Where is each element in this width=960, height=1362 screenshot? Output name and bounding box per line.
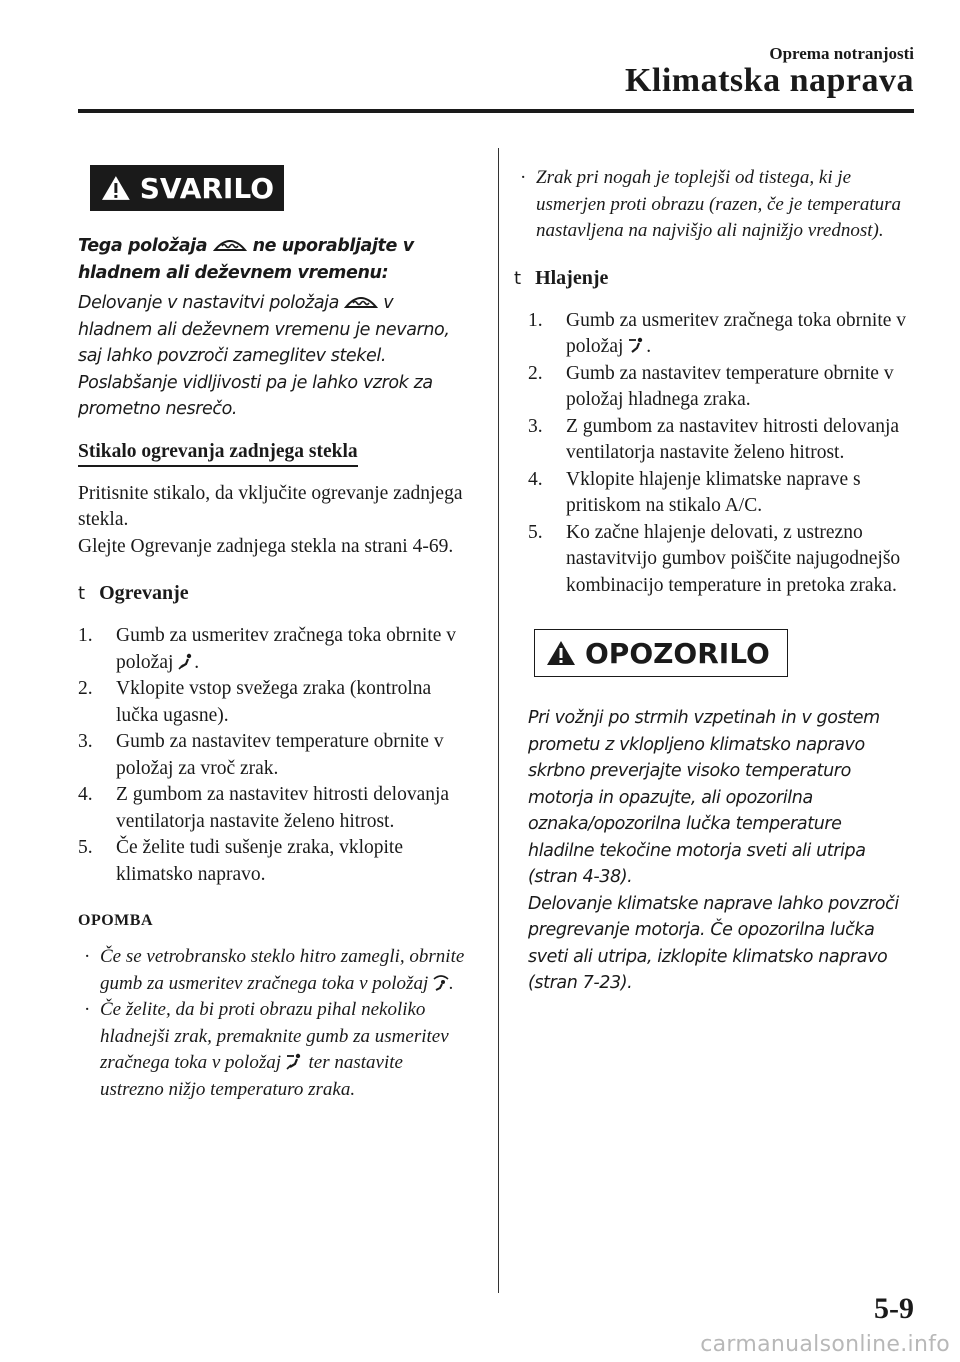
warning-lead-text: ne uporabljajte v <box>252 236 414 256</box>
bullet-text: ter nastavite ustrezno nižjo temperaturo zraka. <box>100 1052 403 1100</box>
step-text: Gumb za usmeritev zračnega toka obrnite v položaj <box>566 309 907 357</box>
cooling-heading <box>514 267 914 290</box>
note-bullets <box>78 944 468 1103</box>
right-column <box>514 165 914 997</box>
face-floor-airflow-icon <box>286 1053 304 1071</box>
list-item <box>528 467 914 520</box>
step-number: 3. <box>528 415 543 437</box>
warning-body <box>78 290 468 423</box>
step-number: 2. <box>78 678 93 699</box>
note-bullets-continued <box>514 165 914 245</box>
warning-triangle-icon <box>545 639 577 667</box>
step-text: Gumb za nastavitev temperature obrnite v položaj hladnega zraka. <box>566 362 894 410</box>
list-item <box>78 782 468 835</box>
cooling-steps <box>528 308 914 600</box>
step-text: Gumb za nastavitev temperature obrnite v položaj za vroč zrak. <box>116 731 444 779</box>
warning-triangle-icon <box>100 174 132 202</box>
step-number: 2. <box>528 362 543 384</box>
warning-lead-text: Tega položaja <box>78 236 208 256</box>
list-item <box>78 835 468 888</box>
bullet-text: Če se vetrobransko steklo hitro zamegli, obrnite gumb za usmeritev zračnega toka v položaj <box>100 946 465 994</box>
page-number: 5-9 <box>874 1292 914 1325</box>
list-item <box>78 997 468 1103</box>
bullet-text: Zrak pri nogah je toplejši od tistega, ki je usmerjen proti obrazu (razen, če je temperatura nastavljena na najvišjo ali najnižjo vrednost). <box>536 167 901 241</box>
warning-lead-text: hladnem ali deževnem vremenu: <box>78 262 389 283</box>
step-number: 5. <box>78 837 93 858</box>
warning-body-text: hladnem ali deževnem vremenu je nevarno, saj lahko povzroči zameglitev stekel. Poslabšanje vidljivosti pa je lahko vzrok za prometno nesrečo. <box>78 319 450 419</box>
bullet-text: . <box>448 972 454 994</box>
step-text: Vklopite hlajenje klimatske naprave s pritiskom na stikalo A/C. <box>566 468 861 516</box>
step-number: 1. <box>78 625 93 646</box>
list-item <box>528 308 914 361</box>
section-mark: t <box>78 583 86 604</box>
step-number: 3. <box>78 731 93 752</box>
section-mark: t <box>514 267 522 289</box>
heating-steps <box>78 623 468 888</box>
warning-lead <box>78 233 468 286</box>
step-number: 5. <box>528 521 543 543</box>
defrost-windshield-icon <box>213 234 247 254</box>
step-text: Z gumbom za nastavitev hitrosti delovanja ventilatorja nastavite želeno hitrost. <box>566 415 900 463</box>
list-item <box>528 414 914 467</box>
caution-text: Pri vožnji po strmih vzpetinah in v gostem prometu z vklopljeno klimatsko napravo skrbno preverjajte visoko temperaturo motorja in opazujte, ali opozorilna oznaka/opozorilna lučka temperature hladilne tekočine motorja sveti ali utripa (stran 4-38). <box>528 708 880 887</box>
warning-badge <box>90 165 284 211</box>
left-column <box>78 165 468 1103</box>
bullet-dot: · <box>84 999 91 1020</box>
bullet-dot: · <box>84 946 91 967</box>
bullet-text: Če želite, da bi proti obrazu pihal nekoliko hladnejši zrak, premaknite gumb za usmeritev zračnega toka v položaj <box>100 999 449 1073</box>
list-item <box>78 623 468 676</box>
caution-body <box>528 705 908 997</box>
caution-text: Delovanje klimatske naprave lahko povzroči pregrevanje motorja. Če opozorilna lučka sveti ali utripa, izklopite klimatsko napravo (stran 7-23). <box>528 893 899 993</box>
warning-label: SVARILO <box>139 171 274 205</box>
header-rule <box>78 109 914 113</box>
heating-heading <box>78 582 468 605</box>
face-airflow-icon <box>628 337 646 355</box>
defrost-floor-icon <box>433 974 449 992</box>
heating-title: Ogrevanje <box>99 582 189 604</box>
list-item <box>78 729 468 782</box>
warning-body-text: Delovanje v nastavitvi položaja <box>78 293 339 313</box>
caution-label: OPOZORILO <box>585 636 770 670</box>
step-text: Z gumbom za nastavitev hitrosti delovanja ventilatorja nastavite želeno hitrost. <box>116 784 450 832</box>
rear-defog-heading: Stikalo ogrevanja zadnjega stekla <box>78 441 358 467</box>
step-number: 4. <box>528 468 543 490</box>
column-divider <box>498 148 499 1293</box>
step-number: 1. <box>528 309 543 331</box>
bullet-dot: · <box>520 167 527 188</box>
warning-body-text: v <box>383 293 394 313</box>
step-text: Če želite tudi sušenje zraka, vklopite klimatsko napravo. <box>116 837 403 885</box>
list-item <box>78 944 468 997</box>
list-item <box>528 520 914 600</box>
list-item <box>514 165 914 245</box>
step-text: Ko začne hlajenje delovati, z ustrezno nastavitvijo gumbov poiščite najugodnejšo kombinacijo temperature in pretoka zraka. <box>566 521 901 596</box>
step-text: . <box>646 336 652 357</box>
rear-defog-text: Pritisnite stikalo, da vključite ogrevanje zadnjega stekla. <box>78 482 463 530</box>
list-item <box>78 676 468 729</box>
caution-badge <box>534 629 788 677</box>
step-number: 4. <box>78 784 93 805</box>
step-text: Gumb za usmeritev zračnega toka obrnite v položaj <box>116 625 457 673</box>
watermark: carmanualsonline.info <box>700 1332 950 1357</box>
step-text: . <box>194 651 200 673</box>
step-text: Vklopite vstop svežega zraka (kontrolna lučka ugasne). <box>116 678 432 726</box>
note-label: OPOMBA <box>78 912 153 929</box>
floor-airflow-icon <box>178 653 194 671</box>
cooling-title: Hlajenje <box>535 266 609 289</box>
section-name: Oprema notranjosti <box>769 44 914 63</box>
defrost-windshield-icon <box>344 291 378 311</box>
page-title: Klimatska naprava <box>624 62 914 99</box>
list-item <box>528 361 914 414</box>
rear-defog-reference: Glejte Ogrevanje zadnjega stekla na strani 4-69. <box>78 535 454 557</box>
